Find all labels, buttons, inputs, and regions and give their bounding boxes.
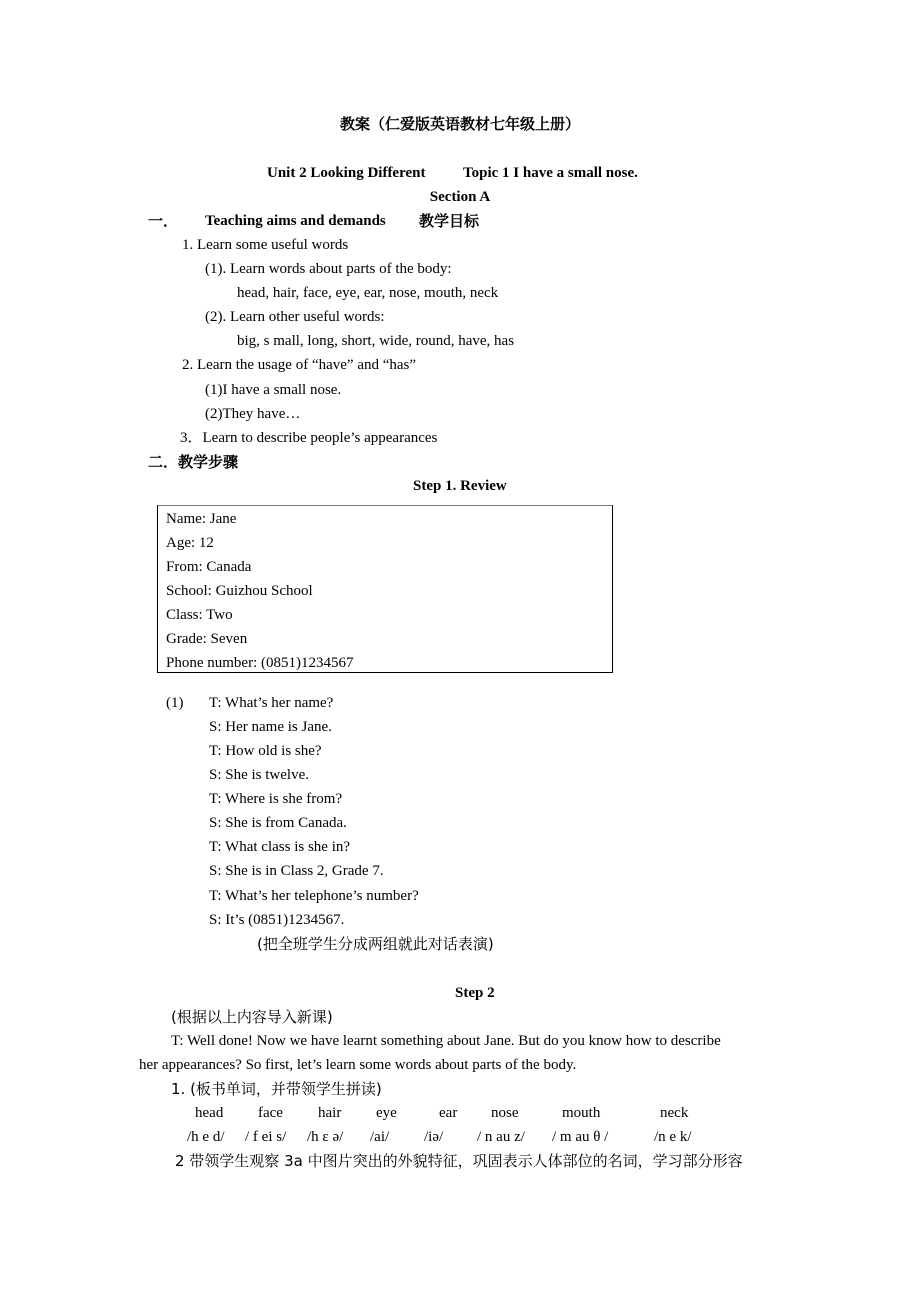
card-line: School: Guizhou School — [166, 583, 313, 599]
info-card — [157, 505, 613, 673]
step2-title: Step 2 — [455, 985, 495, 1001]
card-line: Phone number: (0851)1234567 — [166, 655, 354, 671]
step1-title: Step 1. Review — [413, 478, 507, 494]
aim-item-2b: (2)They have… — [205, 406, 301, 422]
vocab-word: hair — [318, 1105, 342, 1121]
vocab-word: neck — [660, 1105, 689, 1121]
vocab-word: mouth — [562, 1105, 601, 1121]
card-line: Class: Two — [166, 607, 233, 623]
step2-intro: (根据以上内容导入新课) — [171, 1008, 333, 1026]
vocab-phonetic: /h ɛ ə/ — [307, 1129, 344, 1145]
vocab-phonetic: / m au θ / — [552, 1129, 609, 1145]
part1-heading-cn: 教学目标 — [419, 212, 480, 230]
part1-number: 一． — [148, 212, 179, 230]
dialog-line: T: What’s her name? — [209, 695, 334, 711]
vocab-word: ear — [439, 1105, 458, 1121]
vocab-word: eye — [376, 1105, 397, 1121]
dialog-line: S: She is twelve. — [209, 767, 309, 783]
dialog-line: S: She is in Class 2, Grade 7. — [209, 863, 384, 879]
topic-title: Topic 1 I have a small nose. — [463, 165, 638, 181]
step2-paragraph-line1: T: Well done! Now we have learnt something about Jane. But do you know how to describe — [171, 1033, 721, 1049]
aim-item-2: 2. Learn the usage of “have” and “has” — [182, 357, 417, 373]
dialog-line: T: What class is she in? — [209, 839, 351, 855]
dialog-line: S: Her name is Jane. — [209, 719, 332, 735]
unit-title: Unit 2 Looking Different — [267, 165, 426, 181]
aim-item-2a: (1)I have a small nose. — [205, 382, 342, 398]
aim-item-1b-words: big, s mall, long, short, wide, round, have, has — [237, 333, 515, 349]
vocab-phonetic: / f ei s/ — [245, 1129, 287, 1145]
vocab-word: nose — [491, 1105, 519, 1121]
card-line: Grade: Seven — [166, 631, 248, 647]
vocab-phonetic: /n e k/ — [654, 1129, 692, 1145]
card-line: Name: Jane — [166, 511, 237, 527]
part2-heading: 二．教学步骤 — [148, 453, 239, 471]
aim-item-1a-words: head, hair, face, eye, ear, nose, mouth, neck — [237, 285, 499, 301]
step2-item2: 2 带领学生观察 3a 中图片突出的外貌特征，巩固表示人体部位的名词，学习部分形容 — [175, 1152, 743, 1170]
step2-item1: 1. (板书单词，并带领学生拼读) — [171, 1080, 382, 1098]
vocab-phonetic: /iə/ — [424, 1129, 444, 1145]
aim-item-1a: (1). Learn words about parts of the body: — [205, 261, 452, 277]
dialog-line: T: How old is she? — [209, 743, 322, 759]
dialog-line: T: What’s her telephone’s number? — [209, 888, 419, 904]
aim-item-1: 1. Learn some useful words — [182, 237, 349, 253]
vocab-word: head — [195, 1105, 224, 1121]
dialog-note: (把全班学生分成两组就此对话表演) — [257, 935, 494, 953]
vocab-word: face — [258, 1105, 283, 1121]
dialog-number: (1) — [166, 695, 184, 711]
vocab-phonetic: / n au z/ — [477, 1129, 525, 1145]
section-title: Section A — [429, 189, 491, 205]
dialog-line: T: Where is she from? — [209, 791, 343, 807]
aim-item-1b: (2). Learn other useful words: — [205, 309, 385, 325]
step2-paragraph-line2: her appearances? So first, let’s learn some words about parts of the body. — [139, 1057, 577, 1073]
vocab-phonetic: /h e d/ — [187, 1129, 225, 1145]
dialog-line: S: She is from Canada. — [209, 815, 347, 831]
document-title: 教案（仁爱版英语教材七年级上册） — [339, 115, 580, 133]
aim-item-3: 3．Learn to describe people’s appearances — [180, 430, 438, 446]
vocab-phonetic: /ai/ — [370, 1129, 390, 1145]
part1-heading: Teaching aims and demands — [205, 213, 386, 229]
card-line: Age: 12 — [166, 535, 214, 551]
card-line: From: Canada — [166, 559, 252, 575]
dialog-line: S: It’s (0851)1234567. — [209, 912, 345, 928]
